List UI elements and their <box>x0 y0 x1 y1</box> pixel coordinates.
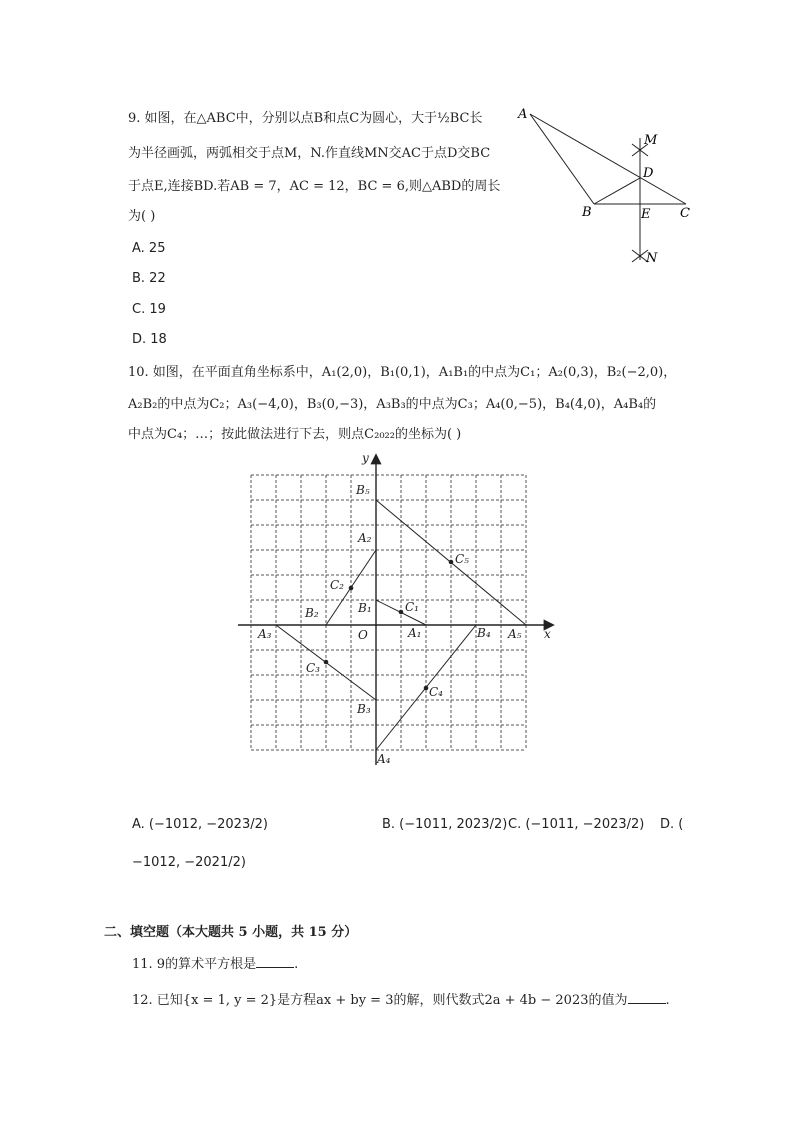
label-a2: A₂ <box>358 531 372 545</box>
q10-option-b[interactable]: B. (−1011, 2023/2) <box>382 817 508 832</box>
q10-line3: 中点为C₄；…；按此做法进行下去，则点C₂₀₂₂的坐标为( ) <box>128 427 462 442</box>
label-e: E <box>641 207 651 222</box>
label-b4: B₄ <box>477 626 491 640</box>
q12-blank[interactable] <box>628 993 666 1004</box>
q10-option-d-cont: −1012, −2021/2) <box>132 855 246 870</box>
q10-option-c[interactable]: C. (−1011, −2023/2) <box>508 817 645 832</box>
label-a4: A₄ <box>377 752 391 766</box>
label-c5: C₅ <box>455 552 469 566</box>
label-b: B <box>582 205 592 220</box>
q9-option-b[interactable]: B. 22 <box>132 271 166 286</box>
label-c: C <box>680 206 690 221</box>
q9-option-d[interactable]: D. 18 <box>132 332 167 347</box>
label-n: N <box>646 251 658 266</box>
label-c1: C₁ <box>405 600 419 614</box>
q10-line2: A₂B₂的中点为C₂；A₃(−4,0)，B₃(0,−3)，A₃B₃的中点为C₃；A₄(0,−5)，B₄(4,0)，A₄B₄的 <box>128 397 657 412</box>
q11-blank[interactable] <box>256 957 294 968</box>
label-m: M <box>644 133 658 148</box>
q11 <box>132 957 298 971</box>
label-b3: B₃ <box>357 702 371 716</box>
label-b5: B₅ <box>356 483 370 497</box>
q9-line2: 为半径画弧，两弧相交于点M，N.作直线MN交AC于点D交BC <box>128 146 491 161</box>
q9-option-c[interactable]: C. 19 <box>132 302 166 317</box>
label-a: A <box>518 107 528 122</box>
label-y: y <box>362 451 369 465</box>
q10-option-d[interactable]: D. ( <box>660 817 684 832</box>
label-c2: C₂ <box>330 578 344 592</box>
q10-option-a[interactable]: A. (−1012, −2023/2) <box>132 817 268 832</box>
q9-option-a[interactable]: A. 25 <box>132 241 166 256</box>
label-c3: C₃ <box>306 661 320 675</box>
label-b2: B₂ <box>305 606 319 620</box>
label-a3: A₃ <box>258 627 272 641</box>
q9-line3: 于点E,连接BD.若AB = 7，AC = 12，BC = 6,则△ABD的周长 <box>128 179 501 194</box>
label-origin: O <box>358 628 368 642</box>
section-heading: 二、填空题（本大题共 5 小题，共 15 分） <box>104 925 358 940</box>
q11-end: . <box>294 957 299 972</box>
point-c4 <box>424 686 429 691</box>
label-d: D <box>643 166 654 181</box>
label-c4: C₄ <box>429 685 443 699</box>
q12-text: 12. 已知{x = 1, y = 2}是方程ax + by = 3的解，则代数式2a + 4b − 2023的值为 <box>132 993 628 1008</box>
point-c5 <box>449 560 454 565</box>
q10-line1: 10. 如图，在平面直角坐标系中，A₁(2,0)，B₁(0,1)，A₁B₁的中点为C₁；A₂(0,3)，B₂(−2,0)， <box>128 365 677 380</box>
label-a5: A₅ <box>508 627 522 641</box>
point-c1 <box>399 610 404 615</box>
point-c3 <box>324 660 329 665</box>
label-a1: A₁ <box>408 626 422 640</box>
q9-line1: 9. 如图，在△ABC中，分别以点B和点C为圆心，大于½BC长 <box>128 111 483 126</box>
label-x: x <box>544 627 551 641</box>
q11-text: 11. 9的算术平方根是 <box>132 957 257 972</box>
q9-line4: 为( ) <box>128 209 156 224</box>
q12-end: . <box>665 993 670 1008</box>
q12 <box>132 993 670 1007</box>
point-c2 <box>349 586 354 591</box>
label-b1: B₁ <box>358 601 372 615</box>
